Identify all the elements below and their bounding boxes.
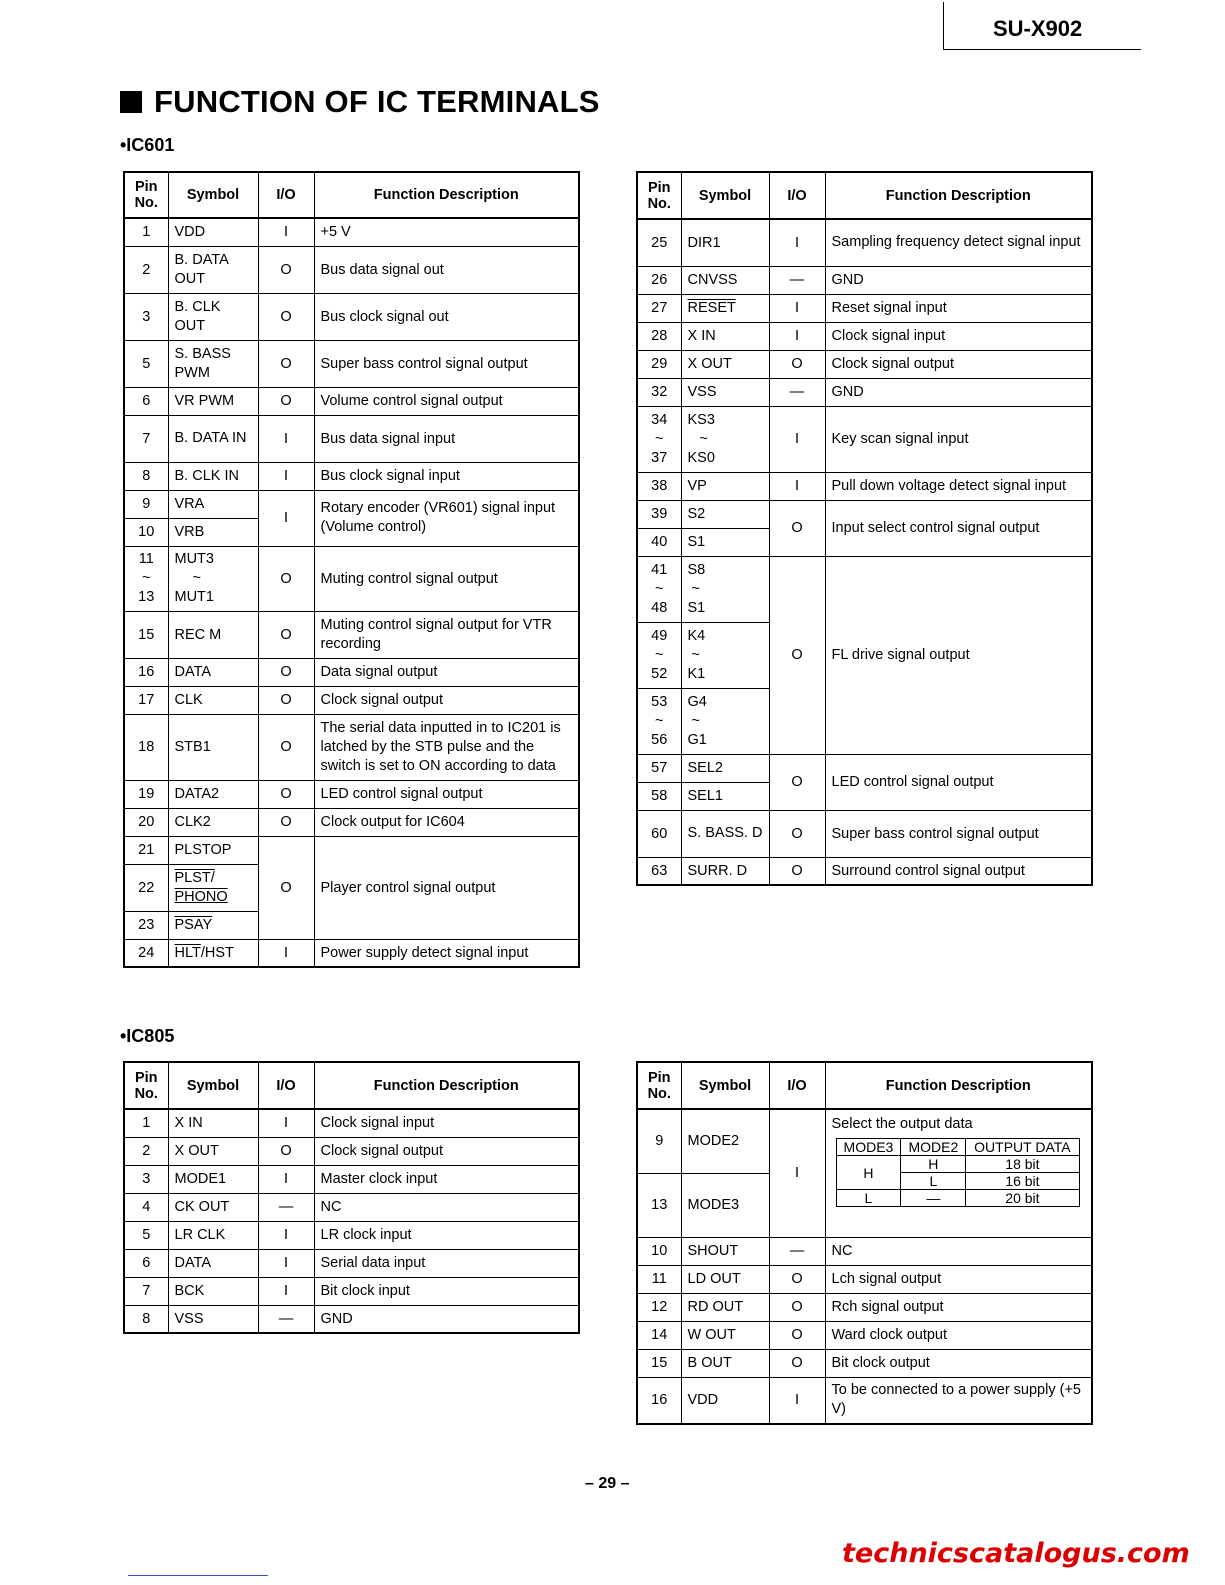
mode-table-header: OUTPUT DATA <box>966 1139 1079 1156</box>
pin-number: 38 <box>637 472 681 500</box>
io: O <box>258 546 314 611</box>
io: — <box>769 1237 825 1265</box>
mode-table-header: MODE2 <box>901 1139 966 1156</box>
io: I <box>258 1165 314 1193</box>
symbol: S1 <box>681 528 769 556</box>
pin-number: 8 <box>124 1305 168 1333</box>
header-function: Function Description <box>314 1062 579 1109</box>
page-title: FUNCTION OF IC TERMINALS <box>120 84 600 120</box>
pin-number: 26 <box>637 266 681 294</box>
symbol: X IN <box>681 322 769 350</box>
pin-number: 1 <box>124 1109 168 1137</box>
table-row <box>637 857 1092 885</box>
symbol: B. DATA OUT <box>168 246 258 293</box>
io: — <box>769 378 825 406</box>
io: I <box>769 219 825 266</box>
table-row <box>124 1165 579 1193</box>
header-function: Function Description <box>314 172 579 218</box>
function: To be connected to a power supply (+5 V) <box>825 1377 1092 1424</box>
pin-number: 57 <box>637 754 681 782</box>
pin-number: 13 <box>637 1173 681 1237</box>
pin-number: 32 <box>637 378 681 406</box>
table-row <box>637 754 1092 782</box>
function: Super bass control signal output <box>825 810 1092 857</box>
io: I <box>258 462 314 490</box>
io: I <box>258 218 314 246</box>
table-row <box>124 808 579 836</box>
function: Rch signal output <box>825 1293 1092 1321</box>
pin-number: 4 <box>124 1193 168 1221</box>
square-bullet-icon <box>120 91 142 113</box>
ic805-left-table <box>123 1061 580 1334</box>
table-row <box>124 780 579 808</box>
io: I <box>258 1221 314 1249</box>
io: — <box>258 1193 314 1221</box>
table-row <box>124 218 579 246</box>
header-underline <box>943 49 1141 50</box>
header-io: I/O <box>769 1062 825 1109</box>
mode-table-cell: 18 bit <box>966 1156 1079 1173</box>
header-symbol: Symbol <box>681 1062 769 1109</box>
pin-number: 3 <box>124 293 168 340</box>
pin-number: 58 <box>637 782 681 810</box>
symbol: RESET <box>681 294 769 322</box>
table-row <box>637 1237 1092 1265</box>
mode-table-header: MODE3 <box>836 1139 901 1156</box>
pin-number: 40 <box>637 528 681 556</box>
symbol: SURR. D <box>681 857 769 885</box>
io: O <box>258 714 314 780</box>
function: Bit clock input <box>314 1277 579 1305</box>
table-row <box>124 1305 579 1333</box>
function: Bus data signal input <box>314 415 579 462</box>
pin-number: 19 <box>124 780 168 808</box>
mode-table-cell: H <box>836 1156 901 1190</box>
pin-number: 28 <box>637 322 681 350</box>
pin-number: 5 <box>124 340 168 387</box>
table-row <box>124 546 579 611</box>
function: GND <box>825 266 1092 294</box>
io: O <box>769 857 825 885</box>
ic601-left-table <box>123 171 580 968</box>
pin-number: 22 <box>124 864 168 911</box>
io: O <box>258 387 314 415</box>
io: I <box>258 490 314 546</box>
table-row <box>637 378 1092 406</box>
io: — <box>258 1305 314 1333</box>
pin-range: 34 ~ 37 <box>637 406 681 472</box>
symbol: PLSTOP <box>168 836 258 864</box>
symbol: DIR1 <box>681 219 769 266</box>
function: The serial data inputted in to IC201 is latched by the STB pulse and the switch is set to ON according to data <box>314 714 579 780</box>
header-pin: Pin No. <box>637 172 681 219</box>
symbol: PSAY <box>168 911 258 939</box>
function: FL drive signal output <box>825 556 1092 754</box>
table-row <box>637 556 1092 622</box>
symbol: X OUT <box>168 1137 258 1165</box>
io: I <box>769 322 825 350</box>
io: O <box>769 754 825 810</box>
symbol: VP <box>681 472 769 500</box>
symbol: S2 <box>681 500 769 528</box>
header-symbol: Symbol <box>681 172 769 219</box>
symbol: DATA <box>168 1249 258 1277</box>
table-row <box>124 939 579 967</box>
symbol: MODE3 <box>681 1173 769 1237</box>
pin-number: 23 <box>124 911 168 939</box>
function: +5 V <box>314 218 579 246</box>
table-row <box>637 266 1092 294</box>
symbol: S. BASS. D <box>681 810 769 857</box>
symbol: DATA2 <box>168 780 258 808</box>
table-row <box>637 350 1092 378</box>
table-row <box>124 415 579 462</box>
symbol: SEL2 <box>681 754 769 782</box>
table-row <box>637 1293 1092 1321</box>
io: O <box>258 686 314 714</box>
function: Ward clock output <box>825 1321 1092 1349</box>
io: O <box>258 611 314 658</box>
symbol: VRA <box>168 490 258 518</box>
footer-divider <box>128 1575 268 1576</box>
pin-number: 20 <box>124 808 168 836</box>
header-pin: Pin No. <box>124 172 168 218</box>
table-row <box>124 836 579 864</box>
symbol: VDD <box>168 218 258 246</box>
symbol: MODE1 <box>168 1165 258 1193</box>
table-row <box>637 1265 1092 1293</box>
mode-table <box>836 1138 1080 1207</box>
header-function: Function Description <box>825 1062 1092 1109</box>
table-row <box>124 387 579 415</box>
pin-number: 16 <box>124 658 168 686</box>
symbol-range: G4 ~ G1 <box>681 688 769 754</box>
function: Clock signal input <box>314 1109 579 1137</box>
symbol: CK OUT <box>168 1193 258 1221</box>
io: O <box>258 340 314 387</box>
symbol: B OUT <box>681 1349 769 1377</box>
pin-number: 25 <box>637 219 681 266</box>
symbol-range: KS3 ~ KS0 <box>681 406 769 472</box>
pin-number: 9 <box>637 1109 681 1173</box>
pin-number: 9 <box>124 490 168 518</box>
function: Player control signal output <box>314 836 579 939</box>
symbol: B. DATA IN <box>168 415 258 462</box>
table-row <box>637 1321 1092 1349</box>
pin-number: 24 <box>124 939 168 967</box>
function: Muting control signal output for VTR recording <box>314 611 579 658</box>
table-row <box>124 1137 579 1165</box>
io: O <box>258 780 314 808</box>
symbol: CLK <box>168 686 258 714</box>
io: I <box>258 415 314 462</box>
function: Power supply detect signal input <box>314 939 579 967</box>
io: I <box>258 1277 314 1305</box>
function: Clock signal input <box>825 322 1092 350</box>
header-divider <box>943 2 944 50</box>
io: O <box>769 350 825 378</box>
header-io: I/O <box>258 1062 314 1109</box>
function: Clock signal output <box>314 686 579 714</box>
section-ic601: •IC601 <box>120 135 175 155</box>
pin-number: 2 <box>124 246 168 293</box>
pin-number: 10 <box>637 1237 681 1265</box>
function: Clock signal output <box>825 350 1092 378</box>
symbol: CNVSS <box>681 266 769 294</box>
io: I <box>769 406 825 472</box>
function: NC <box>314 1193 579 1221</box>
io: O <box>769 556 825 754</box>
table-row <box>124 340 579 387</box>
symbol: VDD <box>681 1377 769 1424</box>
function: LED control signal output <box>314 780 579 808</box>
header-io: I/O <box>258 172 314 218</box>
function-mode-select: Select the output data MODE3 MODE2 OUTPUT DATA H H 18 bit L 16 bit L — 20 bit <box>825 1109 1092 1237</box>
table-row <box>124 293 579 340</box>
table-row <box>637 1109 1092 1173</box>
io: O <box>769 810 825 857</box>
header-symbol: Symbol <box>168 172 258 218</box>
io: O <box>769 1265 825 1293</box>
header-pin: Pin No. <box>124 1062 168 1109</box>
pin-number: 15 <box>637 1349 681 1377</box>
symbol: STB1 <box>168 714 258 780</box>
symbol: VSS <box>681 378 769 406</box>
symbol: VSS <box>168 1305 258 1333</box>
function: Volume control signal output <box>314 387 579 415</box>
symbol-range: K4 ~ K1 <box>681 622 769 688</box>
function: Reset signal input <box>825 294 1092 322</box>
symbol: W OUT <box>681 1321 769 1349</box>
symbol: SHOUT <box>681 1237 769 1265</box>
mode-table-cell: 16 bit <box>966 1173 1079 1190</box>
pin-number: 10 <box>124 518 168 546</box>
table-row <box>124 714 579 780</box>
function: Bus data signal out <box>314 246 579 293</box>
symbol: $\overline{HLT}$/HST <box>168 939 258 967</box>
pin-range: 11 ~ 13 <box>124 546 168 611</box>
section-ic805: •IC805 <box>120 1026 175 1046</box>
function: Surround control signal output <box>825 857 1092 885</box>
io: O <box>258 1137 314 1165</box>
function: Bus clock signal out <box>314 293 579 340</box>
pin-number: 29 <box>637 350 681 378</box>
io: — <box>769 266 825 294</box>
table-row <box>637 472 1092 500</box>
pin-number: 1 <box>124 218 168 246</box>
symbol: S. BASS PWM <box>168 340 258 387</box>
pin-number: 27 <box>637 294 681 322</box>
header-symbol: Symbol <box>168 1062 258 1109</box>
table-row <box>124 246 579 293</box>
symbol: BCK <box>168 1277 258 1305</box>
table-row <box>124 1277 579 1305</box>
io: I <box>258 939 314 967</box>
pin-number: 15 <box>124 611 168 658</box>
symbol-range: S8 ~ S1 <box>681 556 769 622</box>
symbol: DATA <box>168 658 258 686</box>
table-row <box>124 686 579 714</box>
io: O <box>769 1321 825 1349</box>
pin-number: 39 <box>637 500 681 528</box>
table-row <box>124 490 579 518</box>
table-row <box>124 1249 579 1277</box>
symbol: SEL1 <box>681 782 769 810</box>
symbol: REC M <box>168 611 258 658</box>
symbol: VR PWM <box>168 387 258 415</box>
function: LR clock input <box>314 1221 579 1249</box>
pin-number: 6 <box>124 1249 168 1277</box>
pin-number: 63 <box>637 857 681 885</box>
function: Clock signal output <box>314 1137 579 1165</box>
pin-number: 5 <box>124 1221 168 1249</box>
function: Master clock input <box>314 1165 579 1193</box>
header-pin: Pin No. <box>637 1062 681 1109</box>
pin-number: 18 <box>124 714 168 780</box>
pin-number: 6 <box>124 387 168 415</box>
table-row <box>124 658 579 686</box>
mode-table-cell: L <box>901 1173 966 1190</box>
function: Super bass control signal output <box>314 340 579 387</box>
io: I <box>769 472 825 500</box>
io: O <box>769 500 825 556</box>
io: O <box>769 1293 825 1321</box>
function: NC <box>825 1237 1092 1265</box>
symbol: VRB <box>168 518 258 546</box>
io: I <box>769 294 825 322</box>
function: Key scan signal input <box>825 406 1092 472</box>
io: O <box>258 658 314 686</box>
pin-range: 49 ~ 52 <box>637 622 681 688</box>
table-row <box>637 810 1092 857</box>
pin-number: 60 <box>637 810 681 857</box>
table-row <box>637 1349 1092 1377</box>
mode-table-cell: 20 bit <box>966 1190 1079 1207</box>
table-row <box>124 462 579 490</box>
ic805-right-table <box>636 1061 1093 1425</box>
table-row <box>637 219 1092 266</box>
symbol: B. CLK IN <box>168 462 258 490</box>
symbol: LR CLK <box>168 1221 258 1249</box>
pin-number: 3 <box>124 1165 168 1193</box>
pin-number: 7 <box>124 415 168 462</box>
function: Pull down voltage detect signal input <box>825 472 1092 500</box>
table-row <box>124 611 579 658</box>
function: Bit clock output <box>825 1349 1092 1377</box>
symbol: X IN <box>168 1109 258 1137</box>
table-row <box>637 294 1092 322</box>
mode-table-cell: — <box>901 1190 966 1207</box>
pin-number: 11 <box>637 1265 681 1293</box>
function: Bus clock signal input <box>314 462 579 490</box>
function: GND <box>825 378 1092 406</box>
ic601-right-table <box>636 171 1093 886</box>
function: LED control signal output <box>825 754 1092 810</box>
symbol: MODE2 <box>681 1109 769 1173</box>
table-row <box>124 1221 579 1249</box>
table-row <box>124 1193 579 1221</box>
pin-number: 16 <box>637 1377 681 1424</box>
function: Lch signal output <box>825 1265 1092 1293</box>
io: I <box>258 1249 314 1277</box>
pin-number: 8 <box>124 462 168 490</box>
function: Rotary encoder (VR601) signal input (Volume control) <box>314 490 579 546</box>
pin-number: 14 <box>637 1321 681 1349</box>
mode-table-cell: L <box>836 1190 901 1207</box>
function: Serial data input <box>314 1249 579 1277</box>
page-number: – 29 – <box>585 1475 630 1492</box>
function: GND <box>314 1305 579 1333</box>
function: Sampling frequency detect signal input <box>825 219 1092 266</box>
symbol: CLK2 <box>168 808 258 836</box>
pin-number: 17 <box>124 686 168 714</box>
io: O <box>258 808 314 836</box>
io: O <box>258 293 314 340</box>
io: I <box>769 1377 825 1424</box>
header-function: Function Description <box>825 172 1092 219</box>
function: Input select control signal output <box>825 500 1092 556</box>
pin-number: 7 <box>124 1277 168 1305</box>
symbol-range: MUT3 ~ MUT1 <box>168 546 258 611</box>
symbol: X OUT <box>681 350 769 378</box>
symbol: PLST/ PHONO <box>168 864 258 911</box>
mode-table-cell: H <box>901 1156 966 1173</box>
model-number: SU-X902 <box>993 16 1083 41</box>
table-row <box>637 322 1092 350</box>
table-row <box>124 1109 579 1137</box>
table-row <box>637 1377 1092 1424</box>
io: I <box>258 1109 314 1137</box>
pin-number: 12 <box>637 1293 681 1321</box>
watermark-link[interactable]: technicscatalogus.com <box>842 1538 1190 1569</box>
symbol: RD OUT <box>681 1293 769 1321</box>
table-row <box>637 406 1092 472</box>
io: O <box>258 246 314 293</box>
table-row <box>637 500 1092 528</box>
pin-range: 53 ~ 56 <box>637 688 681 754</box>
function: Data signal output <box>314 658 579 686</box>
symbol: B. CLK OUT <box>168 293 258 340</box>
io: O <box>769 1349 825 1377</box>
symbol: LD OUT <box>681 1265 769 1293</box>
io: I <box>769 1109 825 1237</box>
pin-range: 41 ~ 48 <box>637 556 681 622</box>
header-io: I/O <box>769 172 825 219</box>
pin-number: 2 <box>124 1137 168 1165</box>
function: Clock output for IC604 <box>314 808 579 836</box>
pin-number: 21 <box>124 836 168 864</box>
io: O <box>258 836 314 939</box>
function: Muting control signal output <box>314 546 579 611</box>
